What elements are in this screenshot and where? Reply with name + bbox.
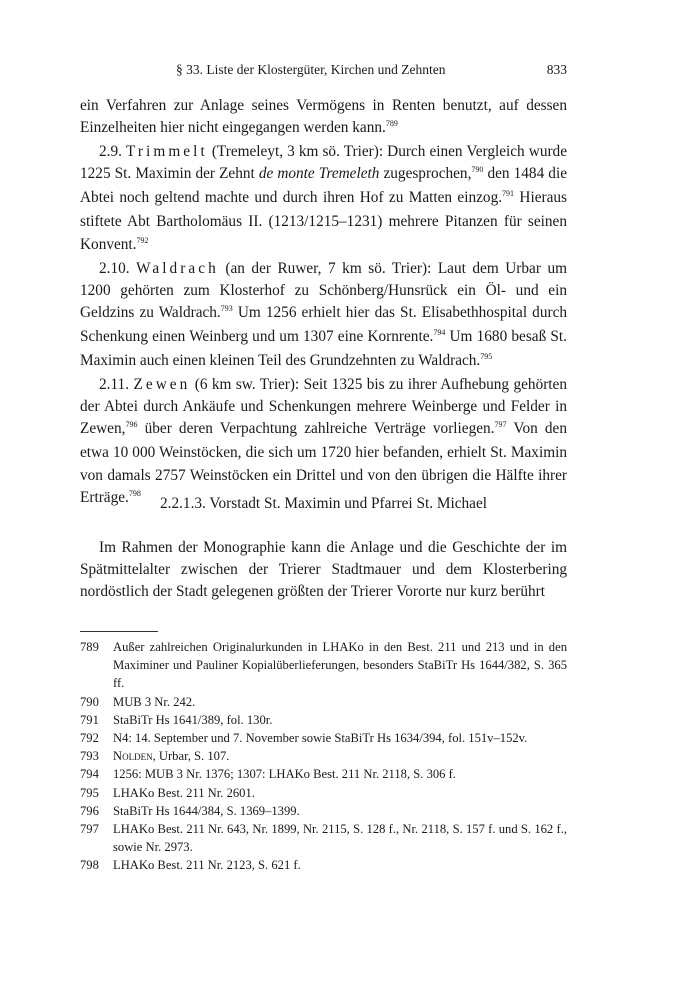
entry-waldrach [80, 258, 567, 374]
section-paragraph: Im Rahmen der Monographie kann die Anlage und die Geschichte der im Spätmittelalter zwischen der Trierer Stadtmauer und dem Klosterbering nordöstlich der Stadt gelegenen größten der Trierer Vororte nur kurz berührt [80, 539, 567, 601]
footnote [80, 747, 567, 765]
entry-text: (an der Ruwer, 7 km sö. Trier): Laut dem Urbar um 1200 gehörten zum Klosterhof zu Schönberg/Hunsrück ein Öl- und ein Geldzins zu Waldrach. [80, 259, 567, 321]
entry-zewen [80, 374, 567, 511]
footnote [80, 820, 567, 856]
footnote-text: N4: 14. September und 7. November sowie StaBiTr Hs 1634/394, fol. 151v–152v. [113, 731, 528, 746]
author-name: Nolden [113, 749, 153, 764]
footnote-ref: 792 [136, 235, 149, 245]
place-name: Zewen [133, 376, 191, 394]
paragraph-text: ein Verfahren zur Anlage seines Vermögens in Renten benutzt, auf dessen Einzelheiten hier nicht eingegangen werden kann. [80, 97, 567, 137]
entry-text: Um 1680 besaß St. Maximin auch einen kleinen Teil des Grundzehnten zu Waldrach. [80, 327, 567, 370]
place-name: Trimmelt [126, 143, 208, 161]
footnote-number: 791 [80, 712, 99, 727]
paragraph-continuation [80, 95, 567, 141]
footnote-ref: 795 [480, 352, 493, 362]
footnote-ref: 798 [128, 488, 141, 498]
footnote-text: Außer zahlreichen Originalurkunden in LHAKo in den Best. 211 und 213 und in den Maximiner und Pauliner Kopialüberlieferungen, besonders StaBiTr Hs 1644/382, S. 365 ff. [113, 640, 567, 691]
section-heading: 2.2.1.3. Vorstadt St. Maximin und Pfarrei St. Michael [159, 495, 488, 512]
footnote [80, 765, 567, 783]
entry-text: Von den etwa 10 000 Weinstöcken, die sich um 1720 hier befanden, erhielt St. Maximin von damals 2757 Weinstöcken ein Drittel und von den übrigen die Hälfte ihrer Erträge. [80, 420, 567, 506]
footnotes [80, 638, 567, 875]
footnote [80, 693, 567, 711]
footnote-ref: 791 [502, 189, 515, 199]
entry-text: Hieraus stiftete Abt Bartholomäus II. (1213/1215–1231) mehrere Pitanzen für seinen Konvent. [80, 189, 567, 253]
footnote-text: LHAKo Best. 211 Nr. 2123, S. 621 f. [113, 858, 301, 873]
footnote-text: LHAKo Best. 211 Nr. 643, Nr. 1899, Nr. 2115, S. 128 f., Nr. 2118, S. 157 f. und S. 162 f., sowie Nr. 2973. [113, 822, 567, 855]
footnote-number: 789 [80, 640, 99, 654]
running-title: § 33. Liste der Klostergüter, Kirchen und Zehnten [176, 62, 446, 77]
entry-number: 2.10. [99, 259, 130, 277]
footnote [80, 802, 567, 820]
place-name: Waldrach [136, 259, 219, 277]
footnote-ref: 796 [125, 420, 138, 430]
running-header [80, 62, 567, 82]
footnote [80, 711, 567, 729]
footnote [80, 856, 567, 874]
entry-number: 2.9. [99, 143, 122, 161]
footnote [80, 729, 567, 747]
entry-text: (6 km sw. Trier): Seit 1325 bis zu ihrer Aufhebung gehörten der Abtei durch Ankäufe und Schenkungen mehrere Weinberge und Felder in Zewen, [80, 376, 567, 438]
main-text [80, 95, 567, 511]
footnote-ref: 789 [385, 119, 398, 129]
footnote-text: LHAKo Best. 211 Nr. 2601. [113, 785, 255, 800]
footnote-ref: 794 [433, 327, 446, 337]
entry-text: den 1484 die Abtei noch geltend machte und durch ihren Hof zu Matten einzog. [80, 165, 567, 207]
footnote-text: 1256: MUB 3 Nr. 1376; 1307: LHAKo Best. 211 Nr. 2118, S. 306 f. [113, 767, 456, 782]
latin-phrase: de monte Tremeleth [258, 165, 380, 183]
footnote-text: , Urbar, S. 107. [152, 749, 230, 764]
footnote-ref: 793 [220, 303, 233, 313]
footnote-text: StaBiTr Hs 1641/389, fol. 130r. [113, 712, 273, 727]
footnote-number: 798 [80, 858, 99, 873]
section-text [80, 537, 567, 603]
footnote-number: 790 [80, 694, 99, 709]
footnote-rule [80, 631, 158, 632]
entry-text: (Tremeleyt, 3 km sö. Trier): Durch einen Vergleich wurde 1225 St. Maximin der Zehnt [80, 143, 567, 183]
footnote-number: 796 [80, 803, 99, 818]
footnote-number: 795 [80, 785, 99, 800]
footnote [80, 638, 567, 693]
entry-number: 2.11. [99, 376, 130, 394]
footnote [80, 784, 567, 802]
entry-text: Um 1256 erhielt hier das St. Elisabethhospital durch Schenkung einen Weinberg und um 1307 eine Kornrente. [80, 303, 568, 345]
footnote-text: StaBiTr Hs 1644/384, S. 1369–1399. [113, 803, 300, 818]
entry-text: zugesprochen, [379, 165, 472, 183]
footnote-number: 797 [80, 822, 99, 837]
footnote-number: 792 [80, 731, 99, 746]
footnote-text: MUB 3 Nr. 242. [113, 694, 196, 709]
entry-trimmelt [80, 141, 567, 257]
entry-text: über deren Verpachtung zahlreiche Verträge vorliegen. [137, 420, 495, 438]
footnote-ref: 790 [471, 165, 484, 175]
page-number: 833 [546, 62, 567, 77]
footnote-ref: 797 [494, 420, 507, 430]
footnote-number: 794 [80, 767, 99, 782]
footnote-number: 793 [80, 749, 99, 764]
